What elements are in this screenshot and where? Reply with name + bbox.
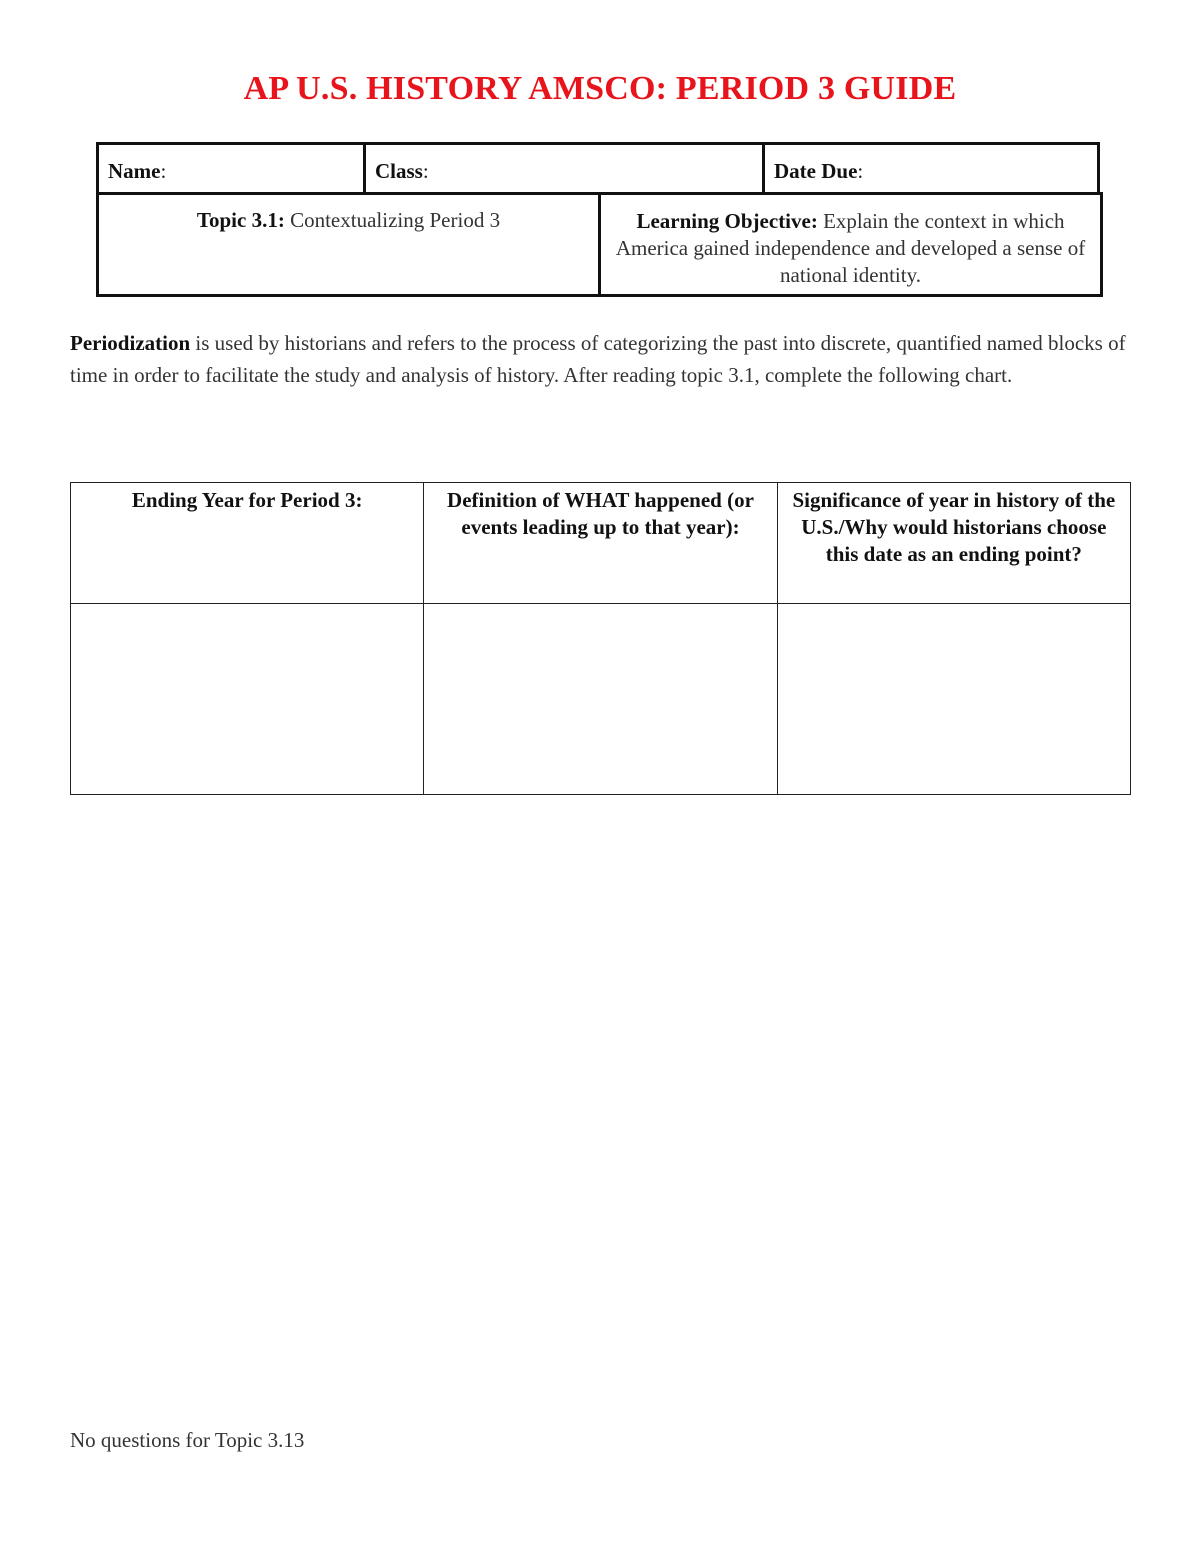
definition-answer-cell[interactable] [424,604,777,795]
periodization-paragraph [70,328,1130,391]
date-due-field[interactable] [762,142,1100,195]
date-due-colon: : [857,159,864,183]
topic-label: Topic 3.1: [196,208,285,232]
chart-header-row [71,483,1131,604]
name-colon: : [160,159,167,183]
topic-value: Contextualizing Period 3 [284,208,501,232]
name-field[interactable] [96,142,366,195]
periodization-chart [70,482,1131,795]
name-label: Name [108,159,161,183]
class-label: Class [375,159,423,183]
class-field[interactable] [363,142,765,195]
header-significance: Significance of year in history of the U.S./Why would historians choose this date as an ending point? [777,483,1130,604]
topic-cell [96,192,601,297]
ending-year-answer-cell[interactable] [71,604,424,795]
header-ending-year: Ending Year for Period 3: [71,483,424,604]
footer-note: No questions for Topic 3.13 [70,1428,305,1452]
periodization-term: Periodization [70,331,191,355]
header-definition: Definition of WHAT happened (or events leading up to that year): [424,483,777,604]
periodization-text: is used by historians and refers to the process of categorizing the past into discrete, quantified named blocks of time in order to facilitate the study and analysis of history. After reading topic 3.1, complete the following chart. [70,331,1126,387]
class-colon: : [422,159,429,183]
learning-objective-cell [598,192,1103,297]
learning-objective-text: Explain the context in which America gained independence and developed a sense of national identity. [615,209,1086,287]
student-info-box [96,142,1103,297]
date-due-label: Date Due [774,159,858,183]
learning-objective-label: Learning Objective: [636,209,818,233]
table-row [71,604,1131,795]
page-title: AP U.S. HISTORY AMSCO: PERIOD 3 GUIDE [243,70,957,107]
significance-answer-cell[interactable] [777,604,1130,795]
